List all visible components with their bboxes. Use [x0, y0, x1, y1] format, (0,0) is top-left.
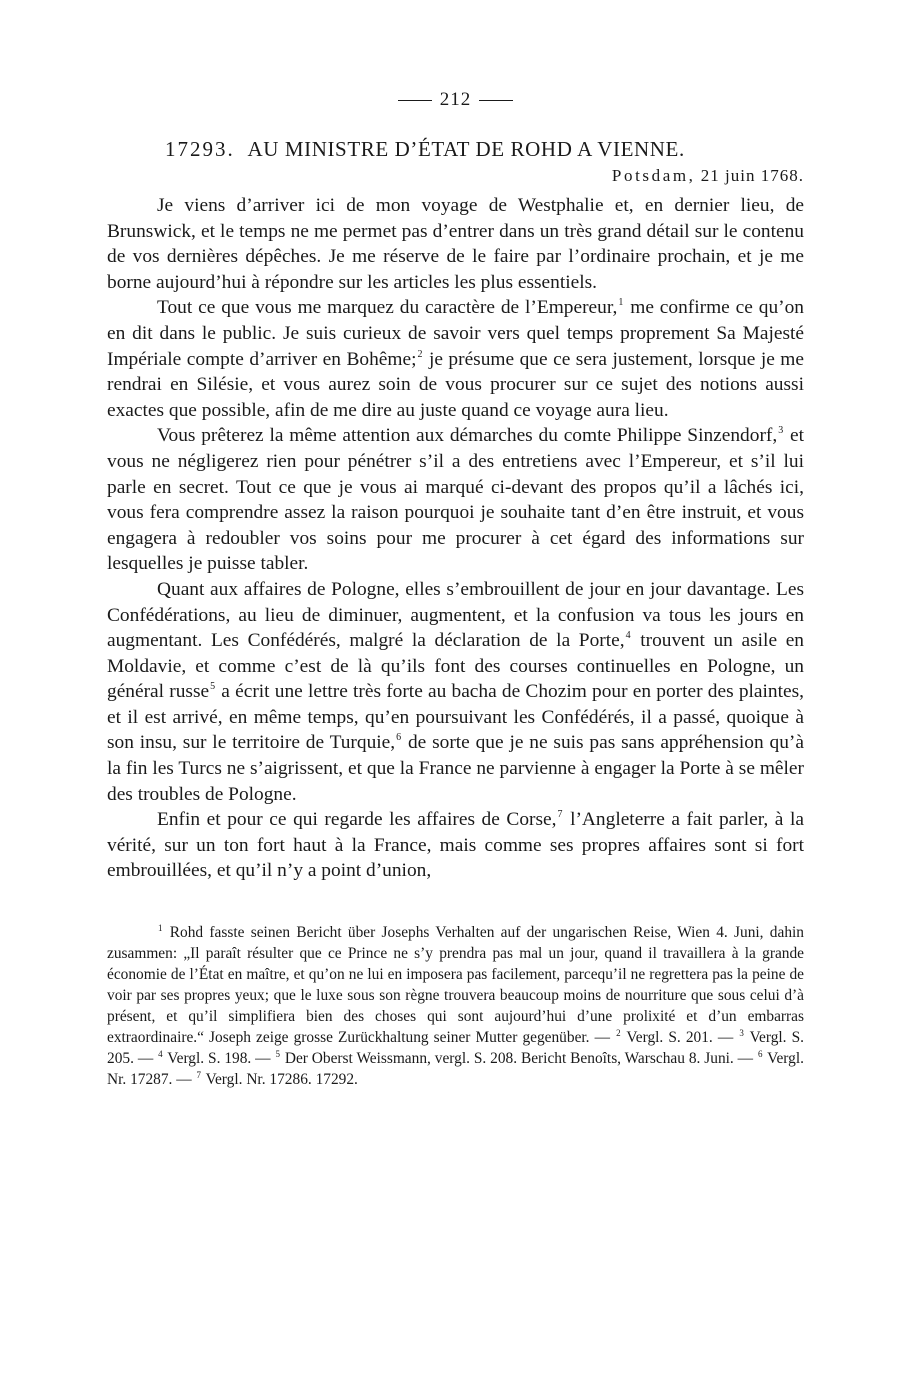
- right-rule: [479, 100, 513, 101]
- text-run: a écrit une lettre très forte au bacha de Chozim pour en porter des plaintes, et il est arrivé, en même temps, qu’en poursuivant les Confédérés, il a passé, quoique à son insu, sur le territoire de Turquie,: [107, 681, 804, 754]
- letter-number: 17293.: [165, 137, 235, 161]
- text-run: Je viens d’arriver ici de mon voyage de Westphalie et, en dernier lieu, de Brunswick, et le temps ne me permet pas d’entrer dans un très grand détail sur le contenu de vos dernières dépêches. Je me réserve de le faire par l’ordinaire prochain, et je me borne aujourd’hui à répondre sur les articles les plus essentiels.: [107, 195, 804, 293]
- text-run: Rohd fasste seinen Bericht über Josephs Verhalten auf der ungarischen Reise, Wien 4. Juni, dahin zusammen: „Il paraît résulter que ce Prince ne s’y prendra pas mal un jour, quand il travaillera à la grande économie de l’État en maître, et qu’on ne lui en imposera pas facilement, parcequ’il ne regrettera pas la peine de voir par ses propres yeux; que le luxe sous son règne trouvera beaucoup moins de nourriture que sous celui d’à présent, et qu’il simplifiera bien des choses qui sont aujourd’hui d’une prolixité et d’un embarras extraordinaire.“ Joseph zeige grosse Zurückhaltung seiner Mutter gegenüber. —: [107, 924, 804, 1047]
- text-run: Quant aux affaires de Pologne, elles s’embrouillent de jour en jour davantage. Les Confédérations, au lieu de diminuer, augmentent, et la confusion va tous les jours en augmentant. Les Confédérés, malgré la déclaration de la Porte,: [107, 578, 804, 652]
- letter-body: [107, 193, 804, 884]
- footnote-ref: 2: [616, 1028, 621, 1039]
- footnote-ref: 4: [158, 1049, 163, 1060]
- page-header: [107, 88, 804, 112]
- footnote-ref: 6: [757, 1049, 763, 1060]
- text-run: Vous prêterez la même attention aux démarches du comte Philippe Sinzendorf,: [157, 425, 778, 447]
- paragraph: [107, 423, 804, 577]
- paragraph: [107, 295, 804, 423]
- footnote-ref: 7: [557, 809, 563, 821]
- text-run: l’Angleterre a fait parler, à la vérité, sur un ton fort haut à la France, mais comme ses propres affaires sont si fort embrouillées, et qu’il n’y a point d’union,: [107, 809, 804, 882]
- text-run: Vergl. Nr. 17287. —: [107, 1050, 804, 1089]
- footnote-ref: 6: [396, 732, 402, 744]
- page-number: 212: [439, 89, 472, 110]
- letter-place: Potsdam,: [611, 166, 696, 185]
- footnote-ref: 3: [739, 1028, 744, 1039]
- text-run: Enfin et pour ce qui regarde les affaires de Corse,: [157, 809, 557, 831]
- text-run: Vergl. Nr. 17286. 17292.: [202, 1071, 358, 1089]
- footnote-ref: 1: [618, 297, 624, 309]
- text-run: Vergl. S. 205. —: [107, 1029, 804, 1068]
- text-run: Vergl. S. 201. —: [621, 1029, 739, 1047]
- footnote-ref: 3: [778, 425, 784, 437]
- text-run: je présume que ce sera justement, lorsque je me rendrai en Silésie, et vous aurez soin de vous procurer sur ce sujet des notions aussi exactes que possible, afin de me dire au juste quand ce voyage aura lieu.: [107, 348, 804, 421]
- footnote-ref: 1: [158, 923, 163, 934]
- text-run: Tout ce que vous me marquez du caractère de l’Empereur,: [157, 297, 618, 319]
- paragraph: [107, 193, 804, 295]
- left-rule: [398, 100, 432, 101]
- footnote-ref: 4: [625, 630, 631, 642]
- letter-heading: [107, 135, 804, 163]
- text-run: de sorte que je ne suis pas sans appréhension qu’à la fin les Turcs ne s’aigrissent, et que la France ne parvienne à engager la Porte à se mêler des troubles de Pologne.: [107, 732, 804, 805]
- footnote-ref: 7: [196, 1070, 201, 1081]
- footnote-ref: 5: [210, 681, 216, 693]
- letter-date: 21 juin 1768.: [700, 166, 804, 185]
- footnotes: [107, 922, 804, 1090]
- paragraph: [107, 807, 804, 884]
- footnote-ref: 5: [275, 1049, 280, 1060]
- footnote-text: [107, 922, 804, 1090]
- text-run: trouvent un asile en Moldavie, et comme c’est de là qu’ils font des courses continuelles en Pologne, un général russe: [107, 630, 804, 703]
- text-run: me confirme ce qu’on en dit dans le public. Je suis curieux de savoir vers quel temps proprement Sa Majesté Impériale compte d’arriver en Bohême;: [107, 297, 804, 370]
- paragraph: [107, 577, 804, 807]
- text-run: Der Oberst Weissmann, vergl. S. 208. Bericht Benoîts, Warschau 8. Juni. —: [280, 1050, 757, 1068]
- dateline: [107, 163, 804, 189]
- text-run: Vergl. S. 198. —: [163, 1050, 275, 1068]
- text-run: et vous ne négligerez rien pour pénétrer s’il a des entretiens avec l’Empereur, et s’il lui parle en secret. Tout ce que je vous ai marqué ci-devant des propos qu’il a lâchés ici, vous fera comprendre assez la raison pourquoi je souhaite tant d’en être instruit, et vous engagera à redoubler vos soins pour me procurer à cet égard des informations sur lesquelles je puisse tabler.: [107, 425, 805, 575]
- letter-title: AU MINISTRE D’ÉTAT DE ROHD A VIENNE.: [247, 137, 685, 161]
- footnote-ref: 2: [417, 348, 423, 360]
